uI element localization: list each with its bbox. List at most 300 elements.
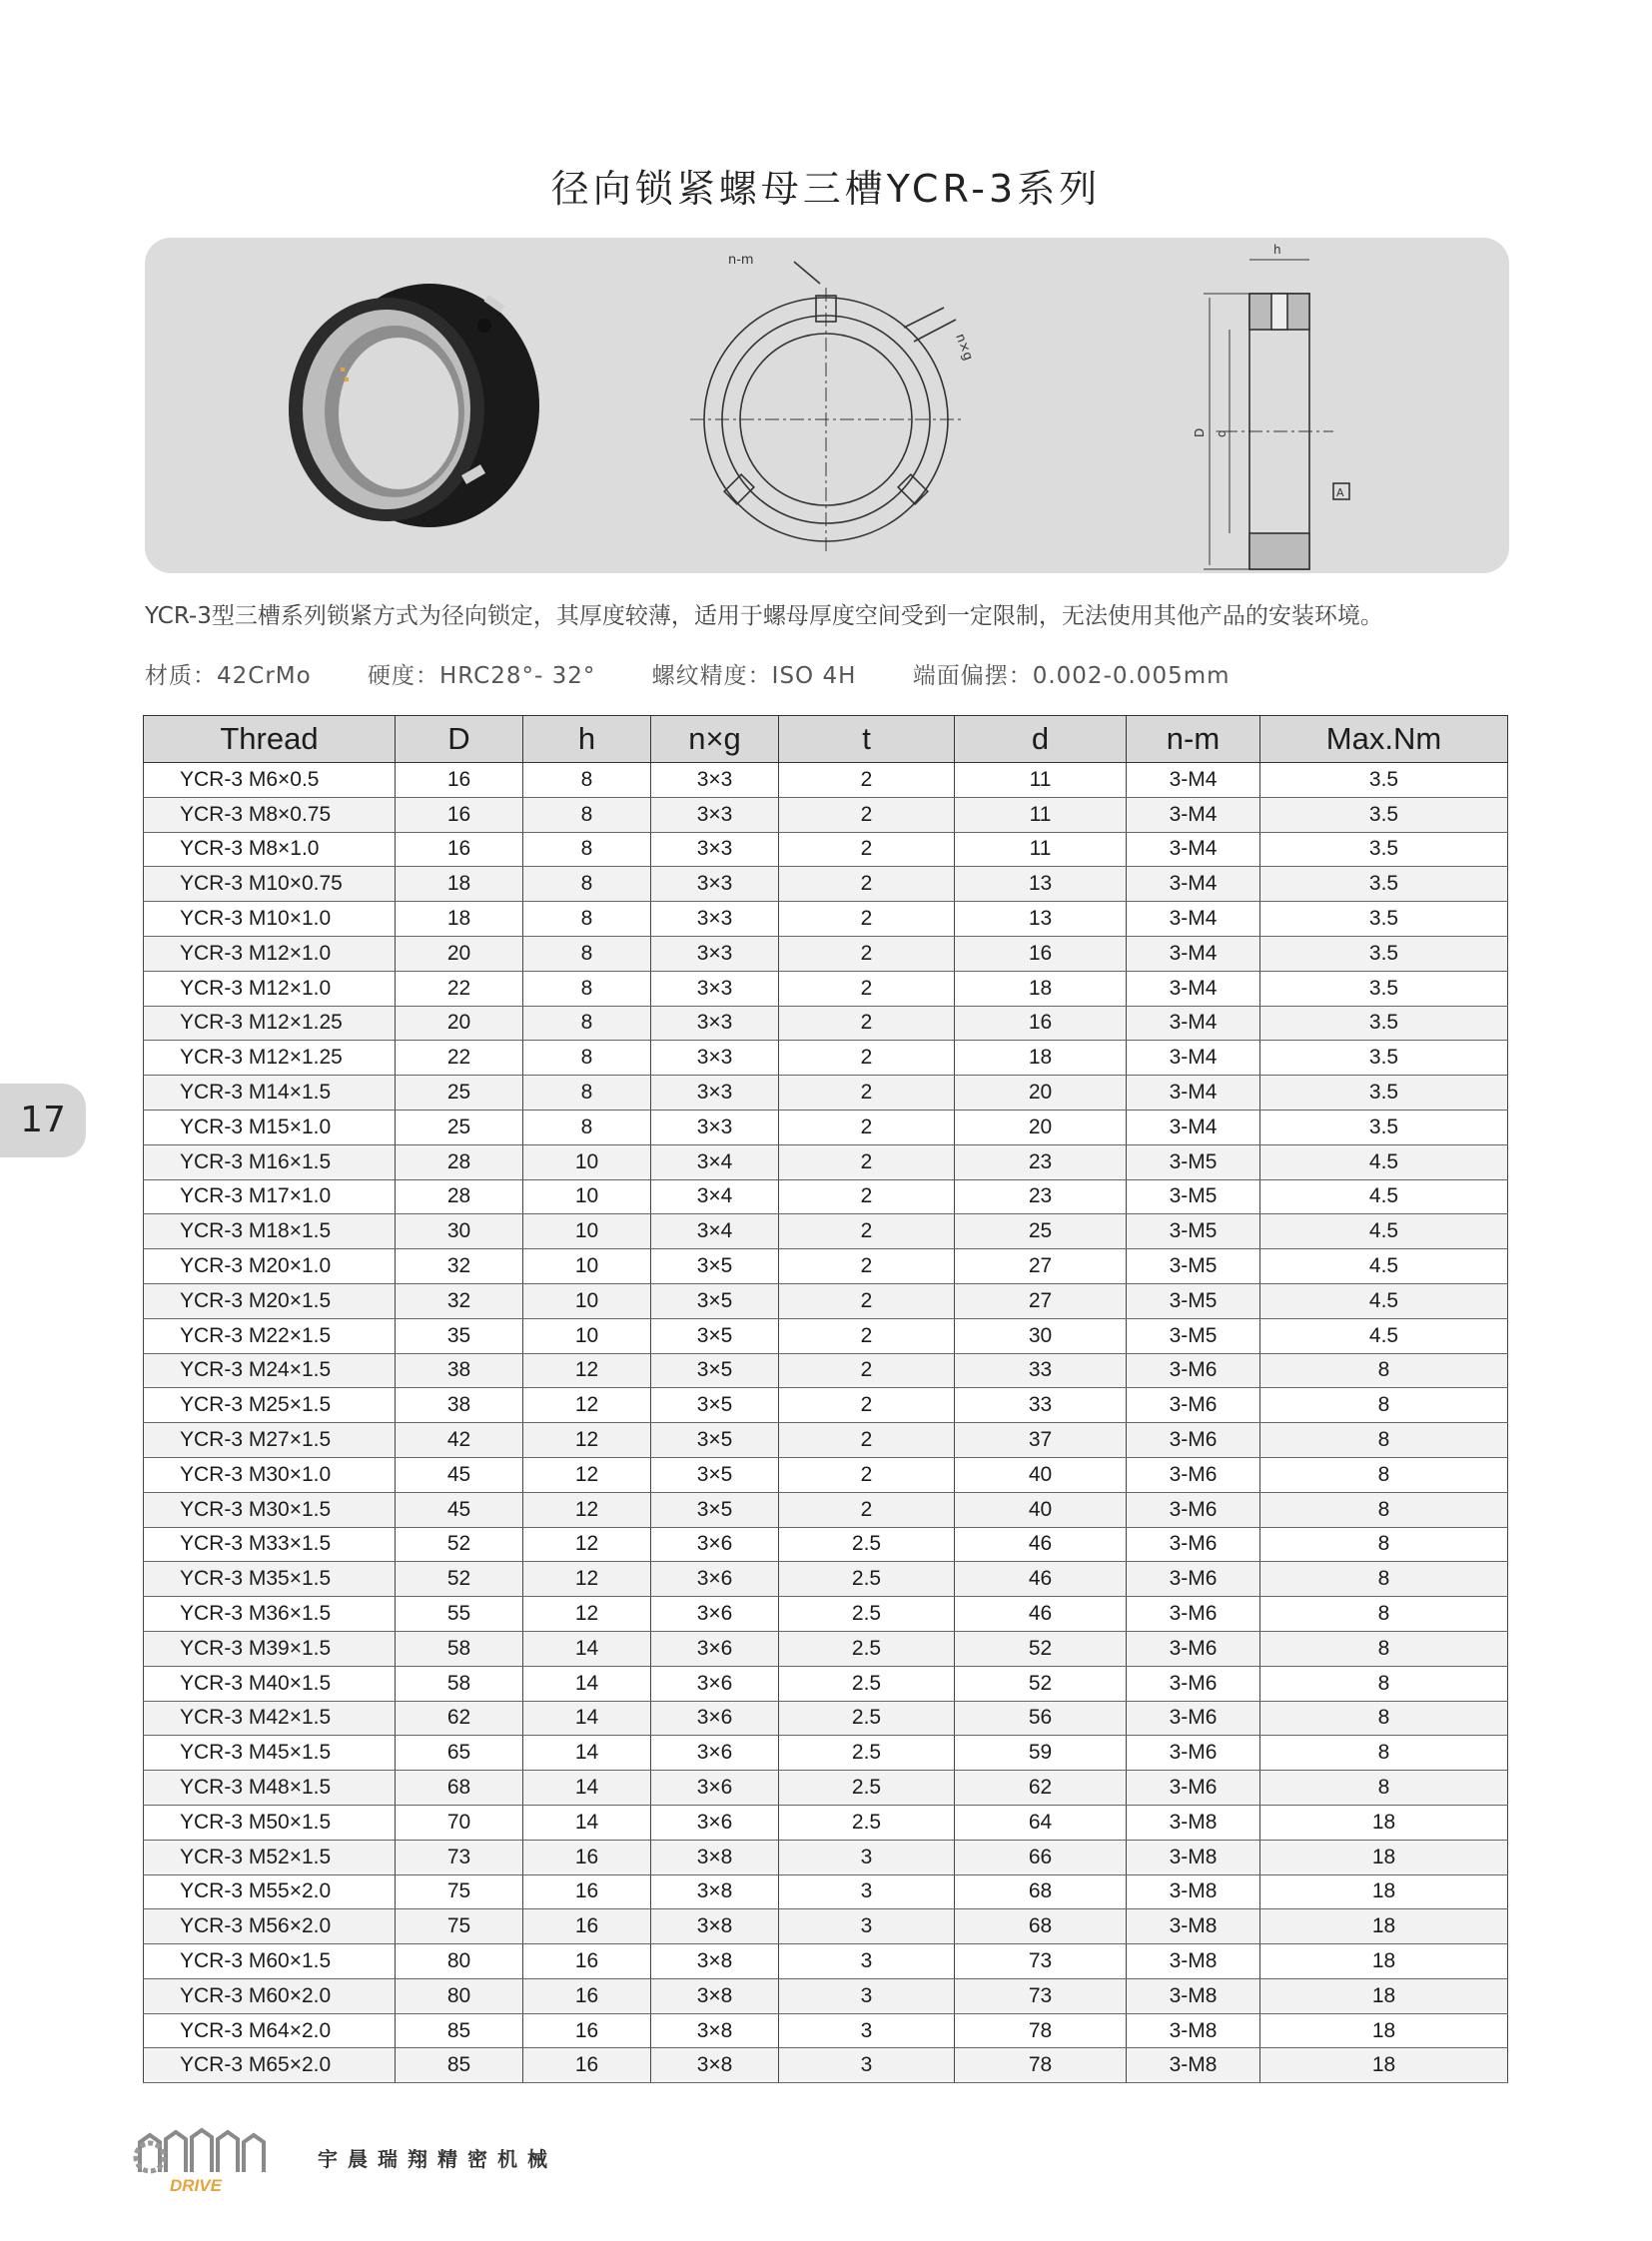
table-header-row [144, 716, 1508, 763]
cell-d: 37 [955, 1423, 1127, 1458]
cell-D: 58 [396, 1666, 523, 1701]
cell-max-nm: 3.5 [1260, 832, 1508, 867]
cell-max-nm: 4.5 [1260, 1144, 1508, 1179]
cell-D: 30 [396, 1214, 523, 1249]
cell-h: 16 [523, 2048, 651, 2083]
cell-h: 12 [523, 1527, 651, 1562]
side-view-drawing [1204, 260, 1349, 569]
cell-h: 8 [523, 797, 651, 832]
cell-nm: 3-M5 [1127, 1179, 1260, 1214]
cell-thread: YCR-3 M40×1.5 [144, 1666, 396, 1701]
cell-nm: 3-M4 [1127, 971, 1260, 1006]
cell-thread: YCR-3 M17×1.0 [144, 1179, 396, 1214]
cell-d: 11 [955, 832, 1127, 867]
table-row [144, 902, 1508, 937]
cell-t: 2 [779, 1283, 955, 1318]
cell-D: 35 [396, 1318, 523, 1353]
hardness-spec: 硬度：HRC28°- 32° [368, 663, 596, 689]
company-name: 宇晨瑞翔精密机械 [318, 2147, 557, 2171]
table-row [144, 1736, 1508, 1771]
table-row [144, 1701, 1508, 1736]
cell-max-nm: 3.5 [1260, 936, 1508, 971]
cell-h: 10 [523, 1249, 651, 1284]
cell-max-nm: 8 [1260, 1423, 1508, 1458]
cell-max-nm: 8 [1260, 1457, 1508, 1492]
cell-nm: 3-M6 [1127, 1527, 1260, 1562]
cell-t: 3 [779, 2048, 955, 2083]
cell-nm: 3-M6 [1127, 1423, 1260, 1458]
cell-thread: YCR-3 M20×1.5 [144, 1283, 396, 1318]
cell-nxg: 3×6 [651, 1527, 779, 1562]
h-label: h [1273, 243, 1281, 257]
cell-nm: 3-M6 [1127, 1562, 1260, 1597]
cell-thread: YCR-3 M50×1.5 [144, 1805, 396, 1840]
thread-precision-spec: 螺纹精度：ISO 4H [651, 663, 857, 689]
cell-nxg: 3×3 [651, 902, 779, 937]
cell-nm: 3-M5 [1127, 1318, 1260, 1353]
cell-nm: 3-M4 [1127, 902, 1260, 937]
cell-h: 8 [523, 1110, 651, 1144]
table-row [144, 1283, 1508, 1318]
header-nm: n-m [1127, 716, 1260, 763]
cell-thread: YCR-3 M12×1.25 [144, 1006, 396, 1041]
cell-D: 18 [396, 867, 523, 902]
cell-D: 38 [396, 1353, 523, 1388]
cell-t: 3 [779, 1840, 955, 1874]
cell-t: 2 [779, 1388, 955, 1423]
cell-nm: 3-M8 [1127, 1909, 1260, 1944]
cell-thread: YCR-3 M35×1.5 [144, 1562, 396, 1597]
cell-h: 8 [523, 867, 651, 902]
cell-t: 2.5 [779, 1597, 955, 1632]
cell-t: 2.5 [779, 1736, 955, 1771]
table-row [144, 1909, 1508, 1944]
cell-d: 52 [955, 1631, 1127, 1666]
cell-max-nm: 4.5 [1260, 1283, 1508, 1318]
cell-D: 80 [396, 1978, 523, 2013]
cell-nxg: 3×5 [651, 1353, 779, 1388]
cell-t: 2 [779, 1076, 955, 1111]
cell-nm: 3-M6 [1127, 1701, 1260, 1736]
cell-nm: 3-M8 [1127, 1840, 1260, 1874]
cell-nxg: 3×3 [651, 797, 779, 832]
cell-nxg: 3×6 [651, 1701, 779, 1736]
A-label: A [1336, 486, 1344, 499]
cell-D: 20 [396, 936, 523, 971]
cell-thread: YCR-3 M45×1.5 [144, 1736, 396, 1771]
cell-d: 33 [955, 1353, 1127, 1388]
cell-max-nm: 18 [1260, 1978, 1508, 2013]
nut-photo [289, 284, 539, 527]
cell-h: 12 [523, 1562, 651, 1597]
table-row [144, 1388, 1508, 1423]
cell-nm: 3-M8 [1127, 2013, 1260, 2048]
table-row [144, 1457, 1508, 1492]
cell-max-nm: 3.5 [1260, 1110, 1508, 1144]
cell-t: 2 [779, 1492, 955, 1527]
cell-nm: 3-M8 [1127, 1978, 1260, 2013]
cell-nm: 3-M6 [1127, 1597, 1260, 1632]
cell-h: 12 [523, 1353, 651, 1388]
cell-h: 8 [523, 763, 651, 798]
cell-t: 2 [779, 1457, 955, 1492]
cell-max-nm: 3.5 [1260, 1076, 1508, 1111]
cell-nxg: 3×8 [651, 2048, 779, 2083]
cell-nm: 3-M4 [1127, 1110, 1260, 1144]
cell-D: 16 [396, 763, 523, 798]
cell-nxg: 3×3 [651, 763, 779, 798]
cell-thread: YCR-3 M33×1.5 [144, 1527, 396, 1562]
cell-nm: 3-M5 [1127, 1214, 1260, 1249]
cell-d: 78 [955, 2048, 1127, 2083]
cell-nm: 3-M6 [1127, 1736, 1260, 1771]
cell-nxg: 3×6 [651, 1631, 779, 1666]
table-row [144, 1666, 1508, 1701]
cell-nxg: 3×3 [651, 1110, 779, 1144]
cell-nm: 3-M4 [1127, 936, 1260, 971]
cell-nxg: 3×4 [651, 1179, 779, 1214]
cell-nm: 3-M4 [1127, 1041, 1260, 1076]
cell-d: 30 [955, 1318, 1127, 1353]
cell-h: 12 [523, 1492, 651, 1527]
cell-t: 2.5 [779, 1562, 955, 1597]
header-d: d [955, 716, 1127, 763]
cell-thread: YCR-3 M12×1.0 [144, 971, 396, 1006]
table-row [144, 1562, 1508, 1597]
cell-h: 10 [523, 1283, 651, 1318]
cell-d: 46 [955, 1527, 1127, 1562]
cell-thread: YCR-3 M16×1.5 [144, 1144, 396, 1179]
logo-word: DRIVE [170, 2176, 222, 2195]
cell-t: 2 [779, 1423, 955, 1458]
cell-nm: 3-M5 [1127, 1144, 1260, 1179]
cell-t: 2 [779, 971, 955, 1006]
cell-nxg: 3×6 [651, 1771, 779, 1806]
cell-nm: 3-M4 [1127, 1076, 1260, 1111]
cell-d: 62 [955, 1771, 1127, 1806]
cell-max-nm: 8 [1260, 1527, 1508, 1562]
cell-max-nm: 8 [1260, 1631, 1508, 1666]
cell-D: 18 [396, 902, 523, 937]
cell-D: 45 [396, 1457, 523, 1492]
table-row [144, 1805, 1508, 1840]
cell-d: 73 [955, 1978, 1127, 2013]
table-row [144, 2048, 1508, 2083]
cell-nxg: 3×3 [651, 936, 779, 971]
cell-nm: 3-M4 [1127, 763, 1260, 798]
cell-h: 16 [523, 1840, 651, 1874]
table-row [144, 763, 1508, 798]
cell-d: 20 [955, 1110, 1127, 1144]
cell-nm: 3-M8 [1127, 1944, 1260, 1979]
cell-D: 25 [396, 1110, 523, 1144]
cell-nm: 3-M6 [1127, 1666, 1260, 1701]
cell-D: 16 [396, 832, 523, 867]
cell-max-nm: 4.5 [1260, 1318, 1508, 1353]
cell-d: 16 [955, 936, 1127, 971]
cell-nxg: 3×6 [651, 1666, 779, 1701]
cell-max-nm: 8 [1260, 1353, 1508, 1388]
cell-t: 2 [779, 902, 955, 937]
cell-thread: YCR-3 M8×0.75 [144, 797, 396, 832]
cell-t: 2 [779, 1214, 955, 1249]
table-body [144, 763, 1508, 2083]
cell-h: 14 [523, 1736, 651, 1771]
table-row [144, 1179, 1508, 1214]
cell-nxg: 3×5 [651, 1388, 779, 1423]
cell-d: 59 [955, 1736, 1127, 1771]
cell-max-nm: 4.5 [1260, 1179, 1508, 1214]
cell-d: 66 [955, 1840, 1127, 1874]
cell-d: 27 [955, 1249, 1127, 1284]
cell-nm: 3-M6 [1127, 1771, 1260, 1806]
cell-D: 52 [396, 1527, 523, 1562]
cell-d: 68 [955, 1909, 1127, 1944]
cell-max-nm: 8 [1260, 1736, 1508, 1771]
cell-d: 73 [955, 1944, 1127, 1979]
cell-t: 2 [779, 1318, 955, 1353]
header-nxg: n×g [651, 716, 779, 763]
cell-d: 56 [955, 1701, 1127, 1736]
cell-t: 2 [779, 936, 955, 971]
cell-thread: YCR-3 M6×0.5 [144, 763, 396, 798]
cell-nxg: 3×5 [651, 1492, 779, 1527]
cell-h: 12 [523, 1388, 651, 1423]
cell-D: 52 [396, 1562, 523, 1597]
cell-t: 2 [779, 797, 955, 832]
table-row [144, 1492, 1508, 1527]
cell-D: 22 [396, 971, 523, 1006]
table-row [144, 1597, 1508, 1632]
cell-nxg: 3×5 [651, 1249, 779, 1284]
cell-thread: YCR-3 M24×1.5 [144, 1353, 396, 1388]
cell-max-nm: 8 [1260, 1562, 1508, 1597]
cell-h: 10 [523, 1179, 651, 1214]
cell-d: 13 [955, 902, 1127, 937]
table-row [144, 1110, 1508, 1144]
cell-max-nm: 18 [1260, 2048, 1508, 2083]
cell-t: 2 [779, 1144, 955, 1179]
cell-d: 40 [955, 1457, 1127, 1492]
table-row [144, 867, 1508, 902]
cell-D: 25 [396, 1076, 523, 1111]
cell-d: 23 [955, 1144, 1127, 1179]
cell-D: 45 [396, 1492, 523, 1527]
cell-max-nm: 18 [1260, 1805, 1508, 1840]
cell-nxg: 3×8 [651, 2013, 779, 2048]
cell-h: 16 [523, 1978, 651, 2013]
cell-thread: YCR-3 M30×1.5 [144, 1492, 396, 1527]
cell-thread: YCR-3 M15×1.0 [144, 1110, 396, 1144]
cell-t: 2 [779, 1249, 955, 1284]
table-row [144, 1631, 1508, 1666]
cell-nm: 3-M6 [1127, 1388, 1260, 1423]
cell-t: 3 [779, 2013, 955, 2048]
table-row [144, 1249, 1508, 1284]
cell-thread: YCR-3 M60×2.0 [144, 1978, 396, 2013]
cell-d: 20 [955, 1076, 1127, 1111]
cell-thread: YCR-3 M60×1.5 [144, 1944, 396, 1979]
cell-max-nm: 18 [1260, 2013, 1508, 2048]
cell-t: 2.5 [779, 1631, 955, 1666]
cell-max-nm: 18 [1260, 1840, 1508, 1874]
header-thread: Thread [144, 716, 396, 763]
cell-D: 16 [396, 797, 523, 832]
cell-h: 8 [523, 936, 651, 971]
cell-nxg: 3×8 [651, 1874, 779, 1909]
cell-nxg: 3×8 [651, 1840, 779, 1874]
cell-thread: YCR-3 M8×1.0 [144, 832, 396, 867]
cell-max-nm: 8 [1260, 1771, 1508, 1806]
cell-D: 68 [396, 1771, 523, 1806]
cell-D: 80 [396, 1944, 523, 1979]
cell-h: 8 [523, 832, 651, 867]
D-label: D [1193, 427, 1207, 437]
table-row [144, 1041, 1508, 1076]
cell-nm: 3-M8 [1127, 1805, 1260, 1840]
cell-d: 11 [955, 763, 1127, 798]
table-row [144, 832, 1508, 867]
product-drawings [145, 238, 1509, 573]
cell-nxg: 3×3 [651, 1006, 779, 1041]
cell-h: 12 [523, 1423, 651, 1458]
cell-D: 28 [396, 1144, 523, 1179]
cell-d: 25 [955, 1214, 1127, 1249]
cell-D: 70 [396, 1805, 523, 1840]
cell-h: 10 [523, 1318, 651, 1353]
cell-nm: 3-M6 [1127, 1353, 1260, 1388]
cell-nm: 3-M4 [1127, 797, 1260, 832]
cell-t: 2.5 [779, 1527, 955, 1562]
cell-D: 28 [396, 1179, 523, 1214]
nm-label: n-m [728, 253, 754, 268]
page-title: 径向锁紧螺母三槽YCR-3系列 [550, 167, 1102, 211]
table-row [144, 1214, 1508, 1249]
cell-thread: YCR-3 M65×2.0 [144, 2048, 396, 2083]
cell-D: 73 [396, 1840, 523, 1874]
cell-t: 2.5 [779, 1666, 955, 1701]
table-row [144, 1771, 1508, 1806]
cell-nxg: 3×5 [651, 1423, 779, 1458]
cell-thread: YCR-3 M12×1.25 [144, 1041, 396, 1076]
cell-thread: YCR-3 M12×1.0 [144, 936, 396, 971]
cell-t: 3 [779, 1909, 955, 1944]
table-row [144, 1353, 1508, 1388]
cell-nxg: 3×3 [651, 1076, 779, 1111]
cell-t: 2 [779, 1179, 955, 1214]
cell-nxg: 3×6 [651, 1805, 779, 1840]
cell-D: 62 [396, 1701, 523, 1736]
cell-nxg: 3×5 [651, 1318, 779, 1353]
cell-D: 75 [396, 1874, 523, 1909]
cell-t: 2 [779, 1110, 955, 1144]
cell-D: 55 [396, 1597, 523, 1632]
cell-max-nm: 3.5 [1260, 867, 1508, 902]
cell-nxg: 3×5 [651, 1457, 779, 1492]
cell-max-nm: 18 [1260, 1909, 1508, 1944]
cell-h: 14 [523, 1805, 651, 1840]
cell-nxg: 3×3 [651, 832, 779, 867]
nxg-label: n×g [952, 332, 976, 364]
table-row [144, 1840, 1508, 1874]
table-row [144, 2013, 1508, 2048]
cell-thread: YCR-3 M30×1.0 [144, 1457, 396, 1492]
cell-thread: YCR-3 M39×1.5 [144, 1631, 396, 1666]
cell-d: 13 [955, 867, 1127, 902]
cell-D: 32 [396, 1283, 523, 1318]
cell-max-nm: 8 [1260, 1701, 1508, 1736]
cell-d: 78 [955, 2013, 1127, 2048]
page-number-tab: 17 [0, 1084, 86, 1157]
spec-line [145, 657, 1278, 690]
cell-h: 14 [523, 1701, 651, 1736]
d-label: d [1215, 429, 1229, 437]
cell-nxg: 3×3 [651, 867, 779, 902]
cell-D: 20 [396, 1006, 523, 1041]
cell-h: 10 [523, 1214, 651, 1249]
table-row [144, 797, 1508, 832]
cell-nxg: 3×6 [651, 1597, 779, 1632]
cell-t: 3 [779, 1978, 955, 2013]
cell-max-nm: 3.5 [1260, 1006, 1508, 1041]
material-spec: 材质：42CrMo [145, 663, 312, 689]
cell-max-nm: 3.5 [1260, 971, 1508, 1006]
cell-d: 18 [955, 971, 1127, 1006]
cell-nm: 3-M4 [1127, 832, 1260, 867]
cell-t: 3 [779, 1874, 955, 1909]
cell-h: 8 [523, 902, 651, 937]
cell-thread: YCR-3 M25×1.5 [144, 1388, 396, 1423]
cell-max-nm: 3.5 [1260, 797, 1508, 832]
cell-d: 27 [955, 1283, 1127, 1318]
table-row [144, 1318, 1508, 1353]
cell-max-nm: 18 [1260, 1944, 1508, 1979]
cell-d: 16 [955, 1006, 1127, 1041]
table-row [144, 1527, 1508, 1562]
cell-nm: 3-M4 [1127, 1006, 1260, 1041]
cell-nm: 3-M5 [1127, 1283, 1260, 1318]
cell-h: 12 [523, 1597, 651, 1632]
cell-D: 85 [396, 2048, 523, 2083]
cell-thread: YCR-3 M27×1.5 [144, 1423, 396, 1458]
cell-t: 2.5 [779, 1701, 955, 1736]
cell-thread: YCR-3 M10×1.0 [144, 902, 396, 937]
cell-nxg: 3×8 [651, 1978, 779, 2013]
cell-nm: 3-M6 [1127, 1457, 1260, 1492]
table-row [144, 1874, 1508, 1909]
cell-D: 22 [396, 1041, 523, 1076]
cell-h: 14 [523, 1631, 651, 1666]
cell-thread: YCR-3 M64×2.0 [144, 2013, 396, 2048]
drive-logo [130, 2117, 310, 2197]
cell-h: 8 [523, 1041, 651, 1076]
cell-d: 23 [955, 1179, 1127, 1214]
cell-thread: YCR-3 M48×1.5 [144, 1771, 396, 1806]
table-row [144, 1144, 1508, 1179]
cell-max-nm: 8 [1260, 1492, 1508, 1527]
cell-h: 10 [523, 1144, 651, 1179]
cell-nm: 3-M5 [1127, 1249, 1260, 1284]
cell-max-nm: 4.5 [1260, 1249, 1508, 1284]
cell-D: 42 [396, 1423, 523, 1458]
cell-thread: YCR-3 M20×1.0 [144, 1249, 396, 1284]
cell-thread: YCR-3 M52×1.5 [144, 1840, 396, 1874]
cell-d: 46 [955, 1562, 1127, 1597]
header-h: h [523, 716, 651, 763]
cell-thread: YCR-3 M36×1.5 [144, 1597, 396, 1632]
cell-nm: 3-M4 [1127, 867, 1260, 902]
cell-thread: YCR-3 M22×1.5 [144, 1318, 396, 1353]
